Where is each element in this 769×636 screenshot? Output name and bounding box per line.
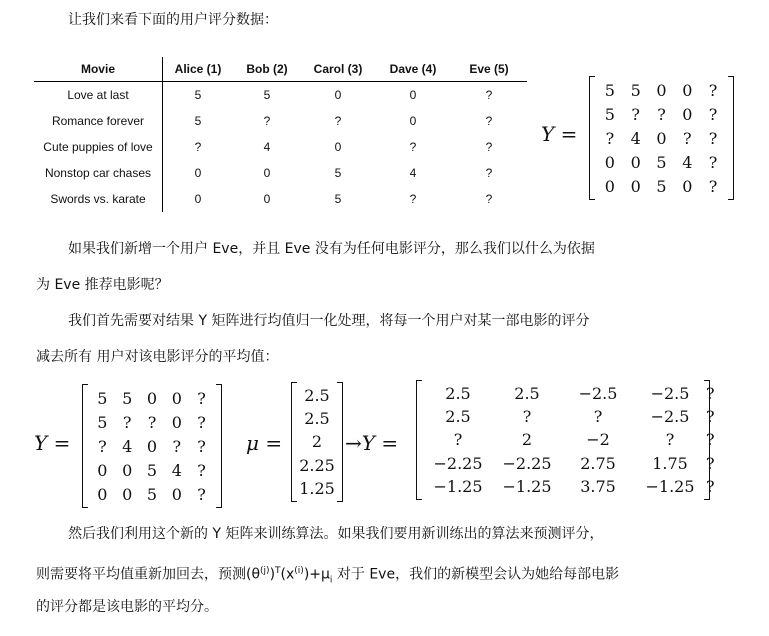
header-alice: Alice (1) bbox=[163, 57, 234, 82]
movie-title-cell: Romance forever bbox=[34, 108, 163, 134]
matrix-entry: 0 bbox=[682, 176, 693, 196]
vector-entry: 2 bbox=[311, 432, 323, 452]
matrix-entry: ? bbox=[197, 436, 206, 456]
matrix-entry: 5 bbox=[146, 484, 158, 504]
rating-cell: 0 bbox=[194, 166, 202, 180]
matrix-entry: 4 bbox=[682, 152, 693, 172]
matrix-entry: ? bbox=[98, 436, 107, 456]
matrix-entry: ? bbox=[706, 453, 715, 473]
matrix-entry: 0 bbox=[171, 412, 182, 432]
rating-cell: ? bbox=[409, 192, 417, 206]
matrix-entry: 4 bbox=[171, 460, 182, 480]
movie-title-cell: Swords vs. karate bbox=[34, 186, 163, 212]
table-row bbox=[34, 82, 527, 109]
matrix-entry: 0 bbox=[604, 152, 615, 172]
paragraph-1-line-2: 为 Eve 推荐电影呢？ bbox=[36, 277, 169, 293]
matrix-entry: 5 bbox=[604, 80, 615, 100]
header-dave: Dave (4) bbox=[375, 57, 451, 82]
rating-cell: ? bbox=[485, 88, 493, 102]
matrix-entry: ? bbox=[172, 436, 182, 456]
matrix-entry: ? bbox=[605, 128, 615, 148]
matrix-entry: ? bbox=[197, 484, 206, 504]
matrix-entry: ? bbox=[197, 412, 206, 432]
matrix-entry: 4 bbox=[122, 436, 133, 456]
matrix-entry: 0 bbox=[122, 460, 133, 480]
matrix-entry: 0 bbox=[630, 176, 641, 196]
matrix-entry: ? bbox=[706, 430, 715, 450]
y-matrix bbox=[589, 76, 734, 200]
matrix-entry: ? bbox=[708, 152, 718, 172]
matrix-entry: 5 bbox=[97, 412, 108, 432]
matrix-entry: 2 bbox=[521, 430, 533, 450]
vector-entry: 1.25 bbox=[299, 478, 335, 498]
matrix-entry: ? bbox=[657, 104, 666, 124]
rating-cell: ? bbox=[485, 114, 493, 128]
rating-cell: 4 bbox=[263, 140, 271, 154]
matrix-entry: ? bbox=[147, 412, 157, 432]
movie-title-cell: Love at last bbox=[34, 82, 163, 109]
matrix-entry: 0 bbox=[122, 484, 133, 504]
matrix-entry: ? bbox=[631, 104, 640, 124]
matrix-entry: ? bbox=[706, 384, 715, 404]
matrix-entry: ? bbox=[683, 128, 692, 148]
header-carol: Carol (3) bbox=[301, 57, 375, 82]
movie-title-cell: Nonstop car chases bbox=[34, 160, 163, 186]
matrix-entry: 5 bbox=[604, 104, 615, 124]
header-eve: Eve (5) bbox=[451, 57, 527, 82]
matrix-entry: 5 bbox=[122, 388, 133, 408]
rating-cell: ? bbox=[194, 140, 202, 154]
matrix-entry: 5 bbox=[146, 460, 158, 480]
matrix-entry: ? bbox=[197, 388, 206, 408]
rating-cell: 0 bbox=[334, 88, 342, 102]
rating-cell: 0 bbox=[194, 192, 202, 206]
matrix-entry: −1.25 bbox=[502, 476, 552, 496]
rating-cell: ? bbox=[409, 140, 417, 154]
matrix-entry: 2.5 bbox=[445, 407, 471, 427]
y-matrix-label: Y = bbox=[541, 122, 578, 146]
mu-label: μ = bbox=[246, 431, 283, 455]
paragraph-3-line-3: 的评分都是该电影的平均分。 bbox=[36, 599, 218, 615]
paragraph-2-line-2: 减去所有 用户对该电影评分的平均值： bbox=[36, 349, 279, 365]
vector-entry: 2.25 bbox=[299, 455, 335, 475]
matrix-entry: 0 bbox=[97, 460, 108, 480]
matrix-entry: −2.5 bbox=[578, 384, 618, 404]
matrix-entry: ? bbox=[122, 412, 132, 432]
matrix-entry: ? bbox=[708, 128, 718, 148]
matrix-entry: ? bbox=[665, 430, 675, 450]
rating-cell: 0 bbox=[263, 166, 271, 180]
table-header-row bbox=[34, 57, 527, 82]
matrix-entry: ? bbox=[708, 104, 718, 124]
matrix-entry: 2.5 bbox=[514, 384, 540, 404]
paragraph-3-line-1: 然后我们利用这个新的 Y 矩阵来训练算法。如果我们要用新训练出的算法来预测评分， bbox=[68, 526, 604, 542]
arrow-icon: → bbox=[345, 431, 362, 455]
matrix-entry: 0 bbox=[656, 80, 667, 100]
rating-cell: 5 bbox=[194, 114, 202, 128]
matrix-entry: 0 bbox=[171, 484, 182, 504]
header-movie: Movie bbox=[34, 57, 163, 82]
vector-entry: 2.5 bbox=[304, 386, 330, 406]
matrix-entry: ? bbox=[706, 407, 715, 427]
matrix-entry: 5 bbox=[656, 152, 667, 172]
paragraph-2-line-1: 我们首先需要对结果 Y 矩阵进行均值归一化处理，将每一个用户对某一部电影的评分 bbox=[68, 313, 590, 329]
matrix-entry: 5 bbox=[97, 388, 108, 408]
rating-cell: ? bbox=[485, 140, 493, 154]
rating-cell: 0 bbox=[334, 140, 342, 154]
matrix-entry: ? bbox=[708, 80, 718, 100]
matrix-entry: ? bbox=[706, 476, 715, 496]
normalized-y-matrix bbox=[416, 380, 715, 500]
matrix-entry: −1.25 bbox=[645, 476, 695, 496]
rating-cell: 5 bbox=[334, 192, 342, 206]
normalized-y-label: →Y = bbox=[345, 431, 399, 455]
matrix-entry: 1.75 bbox=[652, 453, 688, 473]
rating-cell: 5 bbox=[334, 166, 342, 180]
rating-cell: ? bbox=[263, 114, 271, 128]
y-matrix-2 bbox=[82, 384, 222, 508]
ratings-table bbox=[34, 57, 527, 212]
matrix-entry: 2.75 bbox=[580, 453, 616, 473]
rating-cell: 4 bbox=[409, 166, 417, 180]
matrix-entry: −2.5 bbox=[650, 384, 690, 404]
paragraph-3-line-2: 则需要将平均值重新加回去，预测$(\theta^{(j)})^T(x^{(i)})+\mu_i$ 对于 Eve，我们的新模型会认为她给每部电影 bbox=[36, 566, 620, 586]
matrix-entry: 2.5 bbox=[445, 384, 471, 404]
matrix-entry: −2 bbox=[586, 430, 610, 450]
matrix-entry: 0 bbox=[146, 436, 158, 456]
matrix-entry: ? bbox=[708, 176, 718, 196]
table-row bbox=[34, 186, 527, 212]
rating-cell: 0 bbox=[409, 88, 417, 102]
rating-cell: 0 bbox=[409, 114, 417, 128]
matrix-entry: −1.25 bbox=[433, 476, 483, 496]
matrix-entry: ? bbox=[593, 407, 603, 427]
y-matrix-2-label: Y = bbox=[34, 431, 71, 455]
paragraph-1-line-1: 如果我们新增一个用户 Eve，并且 Eve 没有为任何电影评分，那么我们以什么为依据 bbox=[68, 241, 595, 257]
matrix-entry: ? bbox=[522, 407, 532, 427]
rating-cell: 0 bbox=[263, 192, 271, 206]
rating-cell: ? bbox=[485, 166, 493, 180]
movie-title-cell: Cute puppies of love bbox=[34, 134, 163, 160]
matrix-entry: 5 bbox=[656, 176, 667, 196]
vector-entry: 2.5 bbox=[304, 409, 330, 429]
rating-cell: 5 bbox=[194, 88, 202, 102]
matrix-entry: 3.75 bbox=[580, 476, 616, 496]
matrix-entry: −2.25 bbox=[433, 453, 483, 473]
matrix-entry: 0 bbox=[604, 176, 615, 196]
matrix-entry: 0 bbox=[682, 104, 693, 124]
header-bob: Bob (2) bbox=[233, 57, 301, 82]
rating-cell: 5 bbox=[263, 88, 271, 102]
matrix-entry: 0 bbox=[656, 128, 667, 148]
table-row bbox=[34, 134, 527, 160]
table-row bbox=[34, 108, 527, 134]
intro-text: 让我们来看下面的用户评分数据： bbox=[68, 12, 278, 28]
rating-cell: ? bbox=[334, 114, 342, 128]
matrix-entry: 4 bbox=[630, 128, 641, 148]
matrix-entry: 0 bbox=[97, 484, 108, 504]
mu-vector bbox=[291, 382, 343, 502]
matrix-entry: 0 bbox=[146, 388, 158, 408]
matrix-entry: −2.25 bbox=[502, 453, 552, 473]
matrix-entry: ? bbox=[453, 430, 463, 450]
matrix-entry: 5 bbox=[630, 80, 641, 100]
table-row bbox=[34, 160, 527, 186]
matrix-entry: 0 bbox=[171, 388, 182, 408]
matrix-entry: −2.5 bbox=[650, 407, 690, 427]
matrix-entry: 0 bbox=[630, 152, 641, 172]
matrix-entry: ? bbox=[197, 460, 206, 480]
matrix-entry: 0 bbox=[682, 80, 693, 100]
rating-cell: ? bbox=[485, 192, 493, 206]
